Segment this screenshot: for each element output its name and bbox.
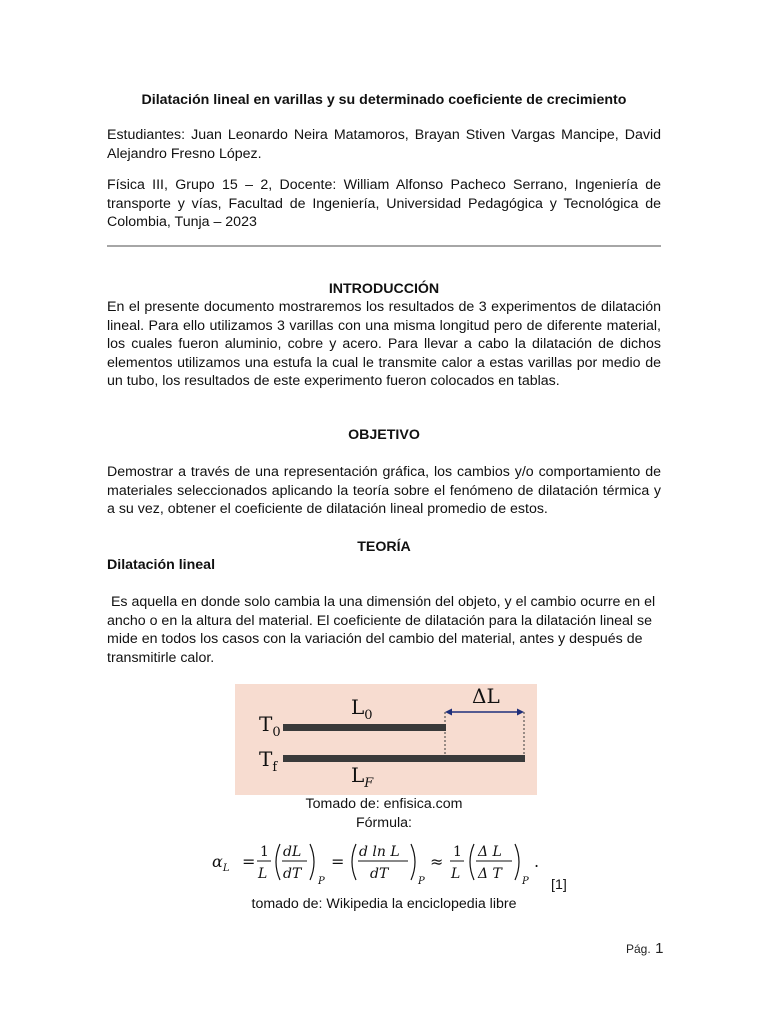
formula-alpha: $\alpha_L$ [212,852,230,874]
page-label: Pág. [626,942,651,956]
label-LF: $L_F$ [351,763,374,791]
formula-P-3: P [522,876,529,886]
formula-dT-2: dT [370,866,389,882]
formula-frac4-num: 1 [453,844,462,860]
label-Tf: $T_f$ [259,747,278,775]
formula-left-paren-2 [352,844,356,880]
formula-left-paren-1 [276,844,280,880]
formula-deltaT: Δ T [478,866,502,882]
theory-subheading: Dilatación lineal [107,557,216,573]
formula-equals-1: = [242,852,256,871]
formula-caption: Fórmula: [356,815,412,831]
formula-frac1-num: 1 [260,844,269,860]
formula-right-paren-1 [310,844,314,880]
formula-frac4-den: L [451,866,461,882]
students-paragraph: Estudiantes: Juan Leonardo Neira Matamoros, Brayan Stiven Vargas Mancipe, David Alejandro Fresno López. [107,127,661,162]
theory-heading: TEORÍA [357,539,411,555]
formula-right-paren-2 [411,844,415,880]
introduction-paragraph: En el presente documento mostraremos los resultados de 3 experimentos de dilatación lineal. Para ello utilizamos 3 varillas con una misma longitud pero de diferente material, los cuales fueron aluminio, cobre y acero. Para llevar a cabo la dilatación de dichos elementos utilizamos una estufa la cual le transmite calor a estas varillas por medio de un tubo, los resultados de este experimento fueron colocados en tablas. [107,299,661,389]
linear-expansion-figure [235,684,537,795]
formula-deltaL: Δ L [478,844,502,860]
formula-dlnL: d ln L [359,844,400,860]
formula-right-paren-3 [515,844,519,880]
formula-frac1-den: L [258,866,268,882]
horizontal-divider [107,245,661,247]
formula-dT: dT [283,866,302,882]
initial-rod-bar [283,724,446,731]
objective-heading: OBJETIVO [348,427,420,443]
formula-P-1: P [318,876,325,886]
introduction-heading: INTRODUCCIÓN [328,281,440,297]
label-L0: $L_0$ [351,695,373,723]
theory-paragraph: Es aquella en donde solo cambia la una dimensión del objeto, y el cambio ocurre en el ancho o en la altura del material. El coeficiente de dilatación para la dilatación lineal se mide en todos los casos con la variación del cambio del material, antes y después de transmitirle calor. [107,594,660,666]
final-rod-bar [283,755,525,762]
page-number [626,940,663,958]
formula-source-caption: tomado de: Wikipedia la enciclopedia libre [251,896,517,912]
formula-equals-2: = [331,852,345,871]
document-title: Dilatación lineal en varillas y su determinado coeficiente de crecimiento [141,92,627,108]
expansion-coefficient-formula [210,838,550,886]
formula-left-paren-3 [470,844,474,880]
affiliation-paragraph: Física III, Grupo 15 – 2, Docente: William Alfonso Pacheco Serrano, Ingeniería de transporte y vías, Facultad de Ingeniería, Universidad Pedagógica y Tecnológica de Colombia, Tunja – 2023 [107,177,661,230]
objective-paragraph: Demostrar a través de una representación gráfica, los cambios y/o comportamiento de materiales seleccionados aplicando la teoría sobre el fenómeno de dilatación térmica y a su vez, obtener el coeficiente de dilatación lineal promedio de estos. [107,464,661,517]
formula-P-2: P [418,876,425,886]
page-number-value: 1 [655,940,664,957]
label-delta-L: ΔL [472,684,500,708]
formula-period: . [534,852,540,871]
formula-dL: dL [283,844,302,860]
label-T0: $T_0$ [259,712,281,740]
formula-approx: ≈ [430,852,444,871]
formula-reference: [1] [551,877,567,893]
figure-source-caption: Tomado de: enfisica.com [305,796,463,812]
